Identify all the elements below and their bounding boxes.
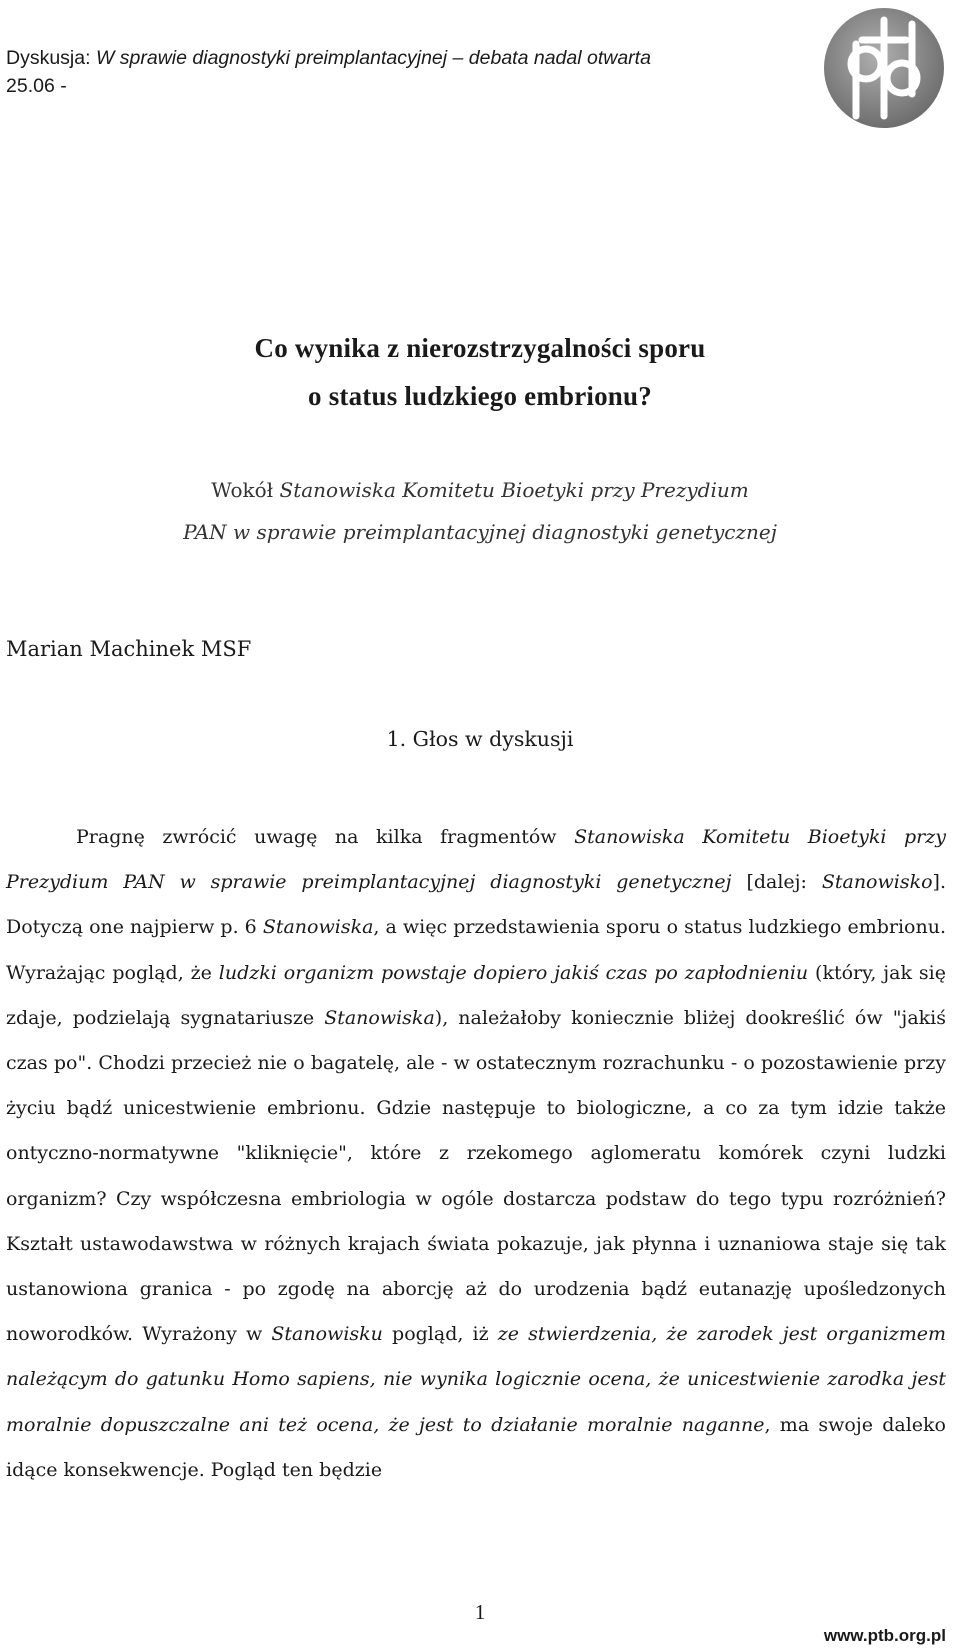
header-topic: W sprawie diagnostyki preimplantacyjnej – debata nadal otwarta	[95, 47, 651, 69]
body-text: Pragnę zwrócić uwagę na kilka fragmentów	[76, 826, 575, 848]
document-header	[6, 44, 806, 100]
body-emphasis: Stanowiska Komitetu Bioetyki przy Prezydium PAN w sprawie preimplantacyjnej diagnostyki genetycznej	[6, 826, 946, 894]
subtitle-line-2	[0, 520, 960, 544]
body-text: pogląd, iż	[382, 1323, 498, 1346]
subtitle-plain: Wokół	[211, 478, 280, 502]
body-emphasis: ludzki organizm powstaje dopiero jakiś czas po zapłodnieniu	[218, 961, 809, 984]
body-emphasis: Stanowiska	[262, 916, 374, 939]
body-text: ]. Dotyczą one najpierw p. 6	[6, 871, 946, 939]
body-text: [dalej:	[731, 871, 822, 894]
subtitle-italic-2: PAN w sprawie preimplantacyjnej diagnostyki genetycznej	[183, 520, 777, 544]
body-emphasis: Stanowisko	[821, 871, 933, 894]
body-paragraph	[6, 815, 946, 1493]
subtitle-italic-1: Stanowiska Komitetu Bioetyki przy Prezydium	[279, 478, 749, 502]
body-text: ), należałoby koniecznie bliżej dookreślić ów "jakiś czas po". Chodzi przecież nie o bagatelę, ale - w ostatecznym rozrachunku - o pozostawienie przy życiu bądź unicestwienie embrionu. Gdzie następuje to biologiczne, a co za tym idzie także ontyczno-normatywne "kliknięcie", które z rzekomego aglomeratu komórek czyni ludzki organizm? Czy współczesna embriologia w ogóle dostarcza podstaw do tego typu rozróżnień? Kształt ustawodawstwa w różnych krajach świata pokazuje, jak płynna i uznaniowa staje się tak ustanowiona granica - po zgodę na aborcję aż do urodzenia bądź eutanazję upośledzonych noworodków. Wyrażony w	[6, 1006, 946, 1346]
body-text: , ma swoje daleko idące konsekwencje. Pogląd ten będzie	[6, 1413, 947, 1481]
header-prefix: Dyskusja:	[6, 47, 96, 69]
header-date: 25.06 -	[6, 75, 67, 97]
document-title-line-2: o status ludzkiego embrionu?	[308, 381, 652, 411]
subtitle-line-1	[0, 478, 960, 502]
document-title-line-1: Co wynika z nierozstrzygalności sporu	[254, 333, 706, 363]
body-emphasis: ze stwierdzenia, że zarodek jest organizmem należącym do gatunku Homo sapiens, nie wynika logicznie ocena, że unicestwienie zarodka jest moralnie dopuszczalne ani też ocena, że jest to działanie moralnie naganne	[6, 1323, 946, 1436]
body-text: , a więc przedstawienia sporu o status ludzkiego embrionu. Wyrażając pogląd, że	[6, 916, 946, 984]
body-emphasis: Stanowisku	[271, 1323, 383, 1346]
page-number: 1	[474, 1600, 486, 1624]
body-text: (który, jak się zdaje, podzielają sygnatariusze	[6, 961, 946, 1029]
body-emphasis: Stanowiska	[324, 1006, 435, 1029]
header-line-1	[6, 44, 806, 72]
section-heading: 1. Głos w dyskusji	[386, 727, 574, 751]
footer-url: www.ptb.org.pl	[823, 1626, 946, 1645]
ptb-logo-icon	[822, 6, 946, 130]
author: Marian Machinek MSF	[6, 637, 252, 661]
